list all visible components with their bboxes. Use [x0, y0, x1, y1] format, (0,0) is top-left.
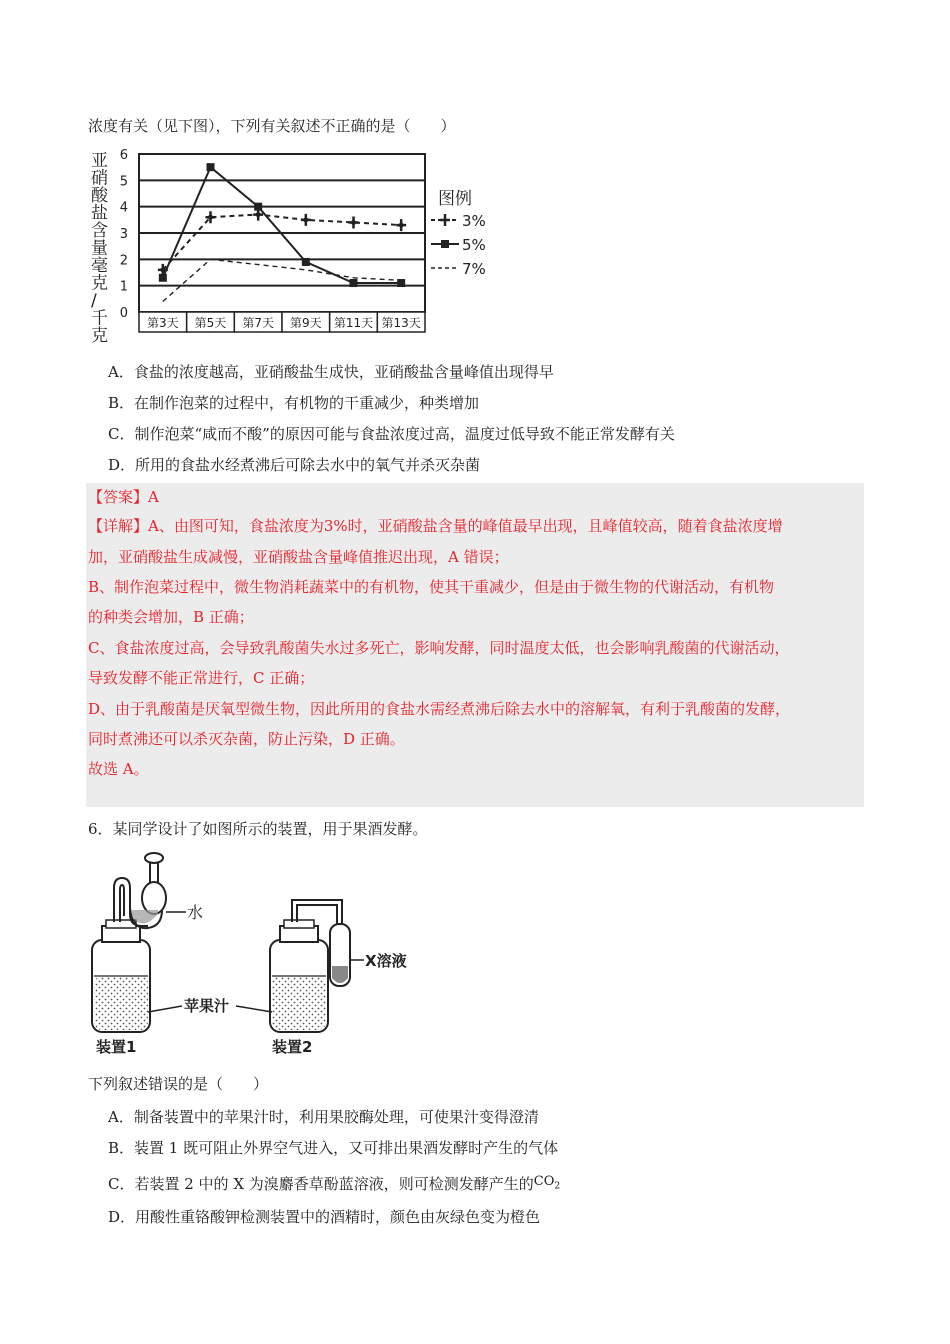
data-point: [256, 212, 261, 217]
ylabel-char: 亚: [91, 151, 108, 171]
data-point: [351, 220, 356, 225]
y-tick-label: 6: [119, 148, 128, 163]
x-tick-label: 第11天: [333, 316, 374, 330]
x-solution-liquid: [332, 966, 348, 983]
q6-option-c: [108, 1172, 560, 1197]
data-point: [399, 223, 404, 228]
q6-stem: 6．某同学设计了如图所示的装置，用于果酒发酵。: [88, 820, 428, 838]
y-tick-label: 2: [119, 253, 128, 269]
x-tick-label: 第3天: [147, 316, 179, 330]
y-tick-label: 0: [119, 306, 128, 321]
q6-question: 下列叙述错误的是（ ）: [88, 1075, 269, 1093]
series-line-7%: [163, 259, 401, 301]
series-line-5%: [163, 167, 401, 283]
legend-marker: [441, 240, 449, 248]
ylabel-char: 克: [91, 326, 108, 344]
answer-label: 【答案】A: [88, 488, 159, 506]
fermentation-apparatus-figure: [86, 848, 426, 1060]
detail-line: 导致发酵不能正常进行，C 正确；: [88, 669, 315, 687]
ylabel-char: 量: [91, 238, 108, 259]
detail-line: 同时煮沸还可以杀灭杂菌，防止污染，D 正确。: [88, 730, 405, 748]
legend-title: 图例: [438, 189, 472, 209]
detail-line: 加，亚硝酸盐生成减慢，亚硝酸盐含量峰值推迟出现，A 错误；: [88, 548, 509, 566]
data-point: [302, 258, 310, 266]
y-tick-label: 1: [119, 279, 128, 295]
co2-sub: 2: [554, 1181, 561, 1192]
x-tick-label: 第5天: [194, 316, 227, 330]
q5-option-a: A．食盐的浓度越高，亚硝酸盐生成快，亚硝酸盐含量峰值出现得早: [108, 363, 554, 381]
detail-line: 故选 A。: [88, 760, 149, 778]
device-1-bottle: [92, 920, 150, 1032]
data-point: [350, 279, 358, 287]
legend-label: 5%: [462, 236, 486, 254]
q5-option-c: C．制作泡菜“咸而不酸”的原因可能与食盐浓度过高，温度过低导致不能正常发酵有关: [108, 425, 675, 443]
label-apple-juice: 苹果汁: [184, 997, 230, 1015]
data-point: [254, 203, 262, 211]
data-point: [303, 217, 308, 222]
ylabel-char: 含: [91, 221, 108, 241]
q5-option-d: D．所用的食盐水经煮沸后可除去水中的氧气并杀灭杂菌: [108, 456, 481, 474]
detail-line: 【详解】A、由图可知，食盐浓度为3%时，亚硝酸盐含量的峰值最早出现，且峰值较高，随着食盐浓度增: [88, 517, 783, 535]
y-tick-label: 5: [119, 174, 128, 190]
co2-main: CO: [533, 1174, 555, 1189]
ylabel-char: 盐: [91, 203, 108, 224]
q6-option-a: A．制备装置中的苹果汁时，利用果胶酶处理，可使果汁变得澄清: [108, 1108, 539, 1126]
legend-label: 3%: [462, 212, 486, 230]
q5-stem: 浓度有关（见下图），下列有关叙述不正确的是（ ）: [88, 117, 456, 135]
data-point: [207, 163, 215, 171]
ylabel-char: 酸: [91, 186, 108, 206]
label-device-1: 装置1: [96, 1038, 137, 1056]
ylabel-char: 克: [91, 273, 108, 294]
data-point: [159, 274, 167, 282]
series-line-3%: [163, 215, 401, 270]
device-2-bottle: [270, 920, 328, 1032]
ylabel-char: 毫: [91, 256, 108, 276]
ylabel-char: /: [91, 291, 97, 311]
label-device-2: 装置2: [272, 1038, 313, 1056]
x-tick-label: 第7天: [242, 316, 274, 330]
data-point: [208, 215, 213, 220]
detail-line: C、食盐浓度过高，会导致乳酸菌失水过多死亡，影响发酵，同时温度太低，也会影响乳酸菌的代谢活动，: [88, 639, 790, 657]
x-tick-label: 第9天: [290, 316, 322, 330]
q5-option-b: B．在制作泡菜的过程中，有机物的干重减少，种类增加: [108, 394, 480, 412]
y-tick-label: 3: [119, 227, 128, 242]
nitrite-chart: [88, 148, 508, 344]
chart-ylabel: [91, 151, 109, 344]
q6-option-b: B．装置 1 既可阻止外界空气进入，又可排出果酒发酵时产生的气体: [108, 1139, 559, 1157]
detail-line: B、制作泡菜过程中，微生物消耗蔬菜中的有机物，使其干重减少，但是由于微生物的代谢活动，有机物: [88, 578, 775, 596]
detail-line: D、由于乳酸菌是厌氧型微生物，因此所用的食盐水需经煮沸后除去水中的溶解氧，有利于乳酸菌的发酵，: [88, 700, 791, 718]
label-water: 水: [187, 903, 204, 922]
label-x-solution: X溶液: [365, 952, 407, 970]
answer-box: [86, 483, 864, 807]
ylabel-char: 千: [91, 308, 108, 329]
q6-option-c-text: C．若装置 2 中的 X 为溴麝香草酚蓝溶液，则可检测发酵产生的: [108, 1175, 534, 1193]
y-tick-label: 4: [119, 200, 128, 216]
co2-formula: [533, 1174, 561, 1192]
legend-label: 7%: [462, 260, 486, 278]
x-tick-label: 第13天: [381, 316, 421, 330]
detail-line: 的种类会增加，B 正确；: [88, 608, 254, 626]
legend-marker: [440, 214, 450, 226]
q6-option-d: D．用酸性重铬酸钾检测装置中的酒精时，颜色由灰绿色变为橙色: [108, 1208, 541, 1226]
ylabel-char: 硝: [91, 168, 108, 189]
